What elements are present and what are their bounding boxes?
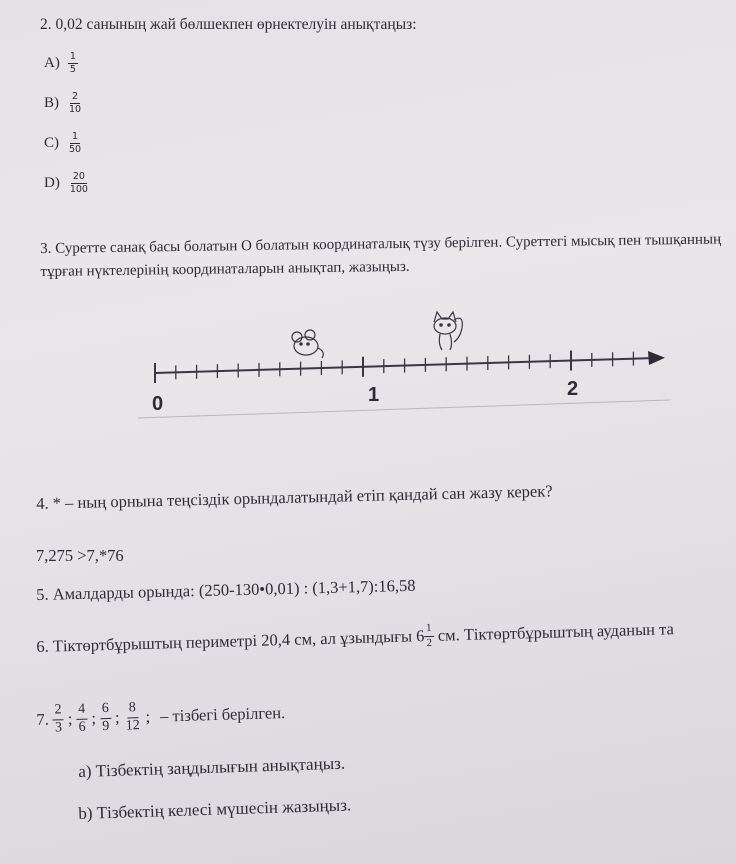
numerator: 6 (100, 702, 111, 719)
separator: ; (91, 708, 97, 728)
mixed-number (416, 623, 434, 650)
numerator: 1 (69, 51, 76, 62)
option-c (44, 132, 83, 155)
denominator: 12 (125, 717, 141, 734)
question-7-part-a: a) Тізбектің заңдылығын анықтаңыз. (78, 753, 346, 781)
fraction (123, 701, 142, 734)
question-7-tail: – тізбегі берілген. (159, 703, 286, 726)
whole-part: 6 (415, 626, 425, 646)
question-2-text: 2. 0,02 санының жай бөлшекпен өрнектелуін анықтаңыз: (40, 16, 417, 33)
fraction (52, 703, 64, 736)
numerator: 4 (76, 703, 87, 720)
fraction (424, 623, 434, 649)
fraction (68, 172, 90, 195)
denominator: 3 (54, 719, 63, 736)
question-6-text-end: см. Тіктөртбұрыштың ауданын та (437, 619, 675, 645)
question-4-expression: 7,275 >7,*76 (36, 546, 124, 565)
option-label: C) (44, 134, 59, 151)
denominator: 10 (69, 103, 82, 115)
denominator: 50 (69, 143, 82, 155)
fraction (67, 92, 83, 115)
option-d (44, 172, 90, 195)
denominator: 5 (69, 63, 76, 75)
axis-arrow (648, 351, 665, 365)
question-6-text-start: 6. Тіктөртбұрыштың периметрі 20,4 см, ал ұзындығы (36, 626, 413, 657)
denominator: 2 (426, 636, 433, 649)
question-7 (36, 697, 286, 736)
option-b (44, 92, 83, 115)
question-5-text: 5. Амалдарды орында: (250-130•0,01) : (1,3+1,7):16,58 (36, 575, 416, 604)
label-two: 2 (567, 378, 579, 400)
option-label: B) (44, 94, 59, 111)
option-label: D) (44, 174, 60, 191)
label-zero: 0 (152, 393, 164, 415)
separator: ; (67, 709, 73, 729)
option-a (44, 52, 78, 75)
question-6 (36, 616, 674, 660)
numerator: 8 (127, 701, 138, 718)
fraction (76, 703, 88, 736)
denominator: 100 (69, 183, 88, 195)
mouse-icon (292, 330, 323, 358)
label-one: 1 (368, 384, 380, 406)
fraction (100, 702, 112, 735)
fraction (68, 52, 78, 75)
denominator: 6 (78, 719, 86, 735)
separator: ; (145, 707, 151, 727)
numerator: 1 (424, 623, 434, 637)
question-3-text: 3. Суретте санақ басы болатын О болатын координаталық түзу берілген. Суреттегі мысық пен тышқанның тұрған нүктелерінің координаталарын анықтап, жазыңыз. (40, 231, 722, 280)
fraction (67, 132, 83, 155)
cat-icon (434, 312, 462, 350)
question-4-text: 4. * – ның орнына теңсіздік орындалатындай етіп қандай сан жазу керек? (36, 481, 553, 513)
numerator: 1 (72, 131, 79, 142)
denominator: 9 (102, 718, 110, 734)
question-7-label: 7. (36, 709, 50, 730)
numerator: 2 (72, 91, 79, 102)
coordinate-line (130, 300, 680, 425)
underline (138, 400, 670, 418)
option-label: A) (44, 54, 60, 71)
separator: ; (114, 707, 120, 727)
question-7-part-b: b) Тізбектің келесі мүшесін жазыңыз. (78, 795, 352, 823)
numerator: 2 (52, 703, 63, 720)
numerator: 20 (72, 171, 85, 182)
